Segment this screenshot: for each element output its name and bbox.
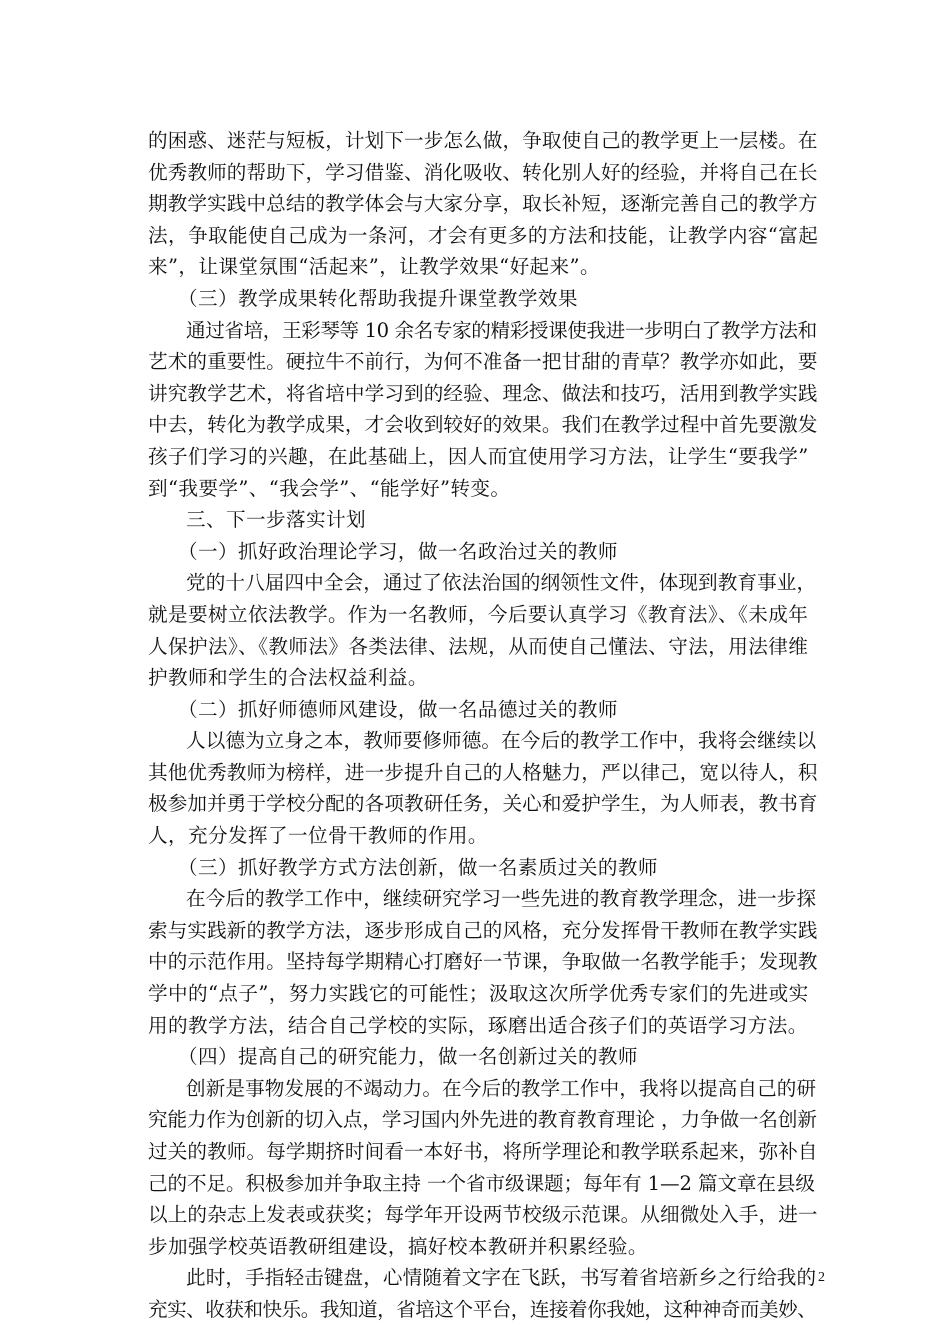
- text-line: 期教学实践中总结的教学体会与大家分享，取长补短，逐渐完善自己的教学方: [148, 192, 818, 216]
- text-line: 其他优秀教师为榜样，进一步提升自己的人格魅力，严以律己，宽以待人，积: [148, 760, 818, 784]
- text-line: 充实、收获和快乐。我知道，省培这个平台，连接着你我她，这种神奇而美妙、: [148, 1297, 817, 1321]
- text-line: 中的示范作用。坚持每学期精心打磨好一节课，争取做一名教学能手；发现教: [148, 950, 818, 974]
- section-heading: （四）提高自己的研究能力，做一名创新过关的教师: [178, 1045, 638, 1069]
- text-line: 人以德为立身之本，教师要修师德。在今后的教学工作中，我将会继续以: [186, 729, 817, 753]
- body-text: [148, 125, 818, 1326]
- text-line: 究能力作为创新的切入点，学习国内外先进的教育教育理论 ，力争做一名创新: [148, 1108, 817, 1132]
- text-line: 此时，手指轻击键盘，心情随着文字在飞跃，书写着省培新乡之行给我的: [186, 1266, 817, 1290]
- text-line: 通过省培，王彩琴等 10 余名专家的精彩授课使我进一步明白了教学方法和: [186, 318, 817, 342]
- text-line: 以上的杂志上发表或获奖；每学年开设两节校级示范课。从细微处入手，进一: [148, 1203, 818, 1227]
- text-line: 步加强学校英语教研组建设，搞好校本教研并积累经验。: [148, 1234, 648, 1258]
- text-line: 来”，让课堂氛围“活起来”，让教学效果“好起来”。: [148, 255, 600, 279]
- text-line: 极参加并勇于学校分配的各项教研任务，关心和爱护学生，为人师表，教书育: [148, 792, 818, 816]
- text-line: 学中的“点子”，努力实践它的可能性；汲取这次所学优秀专家们的先进或实: [148, 982, 809, 1006]
- text-line: 到“我要学”、“我会学”、“能学好”转变。: [148, 476, 511, 500]
- text-line: 创新是事物发展的不竭动力。在今后的教学工作中，我将以提高自己的研: [186, 1076, 817, 1100]
- text-line: 党的十八届四中全会，通过了依法治国的纲领性文件，体现到教育事业，: [186, 571, 817, 595]
- section-heading: （二）抓好师德师风建设，做一名品德过关的教师: [178, 697, 618, 721]
- section-heading: （三）教学成果转化帮助我提升课堂教学效果: [178, 286, 578, 310]
- text-line: 用的教学方法，结合自己学校的实际，琢磨出适合孩子们的英语学习方法。: [148, 1013, 808, 1037]
- text-line: 的困惑、迷茫与短板，计划下一步怎么做，争取使自己的教学更上一层楼。在: [148, 129, 818, 152]
- section-heading: （三）抓好教学方式方法创新，做一名素质过关的教师: [178, 855, 658, 879]
- text-line: 人保护法》、《教师法》各类法律、法规，从而使自己懂法、守法，用法律维: [148, 634, 809, 658]
- text-line: 孩子们学习的兴趣，在此基础上，因人而宜使用学习方法，让学生“要我学”: [148, 444, 809, 468]
- text-line: 就是要树立依法教学。作为一名教师，今后要认真学习《教育法》、《未成年: [148, 602, 809, 626]
- text-line: 在今后的教学工作中，继续研究学习一些先进的教育教学理念，进一步探: [186, 887, 817, 911]
- text-line: 己的不足。积极参加并争取主持 一个省市级课题；每年有 1—2 篇文章在县级: [148, 1171, 815, 1195]
- page-number: 2: [818, 1270, 825, 1285]
- text-line: 人，充分发挥了一位骨干教师的作用。: [148, 824, 488, 848]
- section-heading: （一）抓好政治理论学习，做一名政治过关的教师: [178, 539, 618, 563]
- text-line: 艺术的重要性。硬拉牛不前行，为何不准备一把甘甜的青草？教学亦如此，要: [148, 350, 818, 374]
- section-heading: 三、下一步落实计划: [186, 508, 366, 532]
- text-line: 优秀教师的帮助下，学习借鉴、消化吸收、转化别人好的经验，并将自己在长: [148, 160, 818, 184]
- text-line: 法，争取能使自己成为一条河，才会有更多的方法和技能，让教学内容“富起: [148, 223, 819, 247]
- text-line: 讲究教学艺术，将省培中学习到的经验、理念、做法和技巧，活用到教学实践: [148, 381, 818, 405]
- text-line: 护教师和学生的合法权益利益。: [148, 666, 428, 690]
- text-line: 中去，转化为教学成果，才会收到较好的效果。我们在教学过程中首先要激发: [148, 413, 818, 437]
- text-line: 过关的教师。每学期挤时间看一本好书，将所学理论和教学联系起来，弥补自: [148, 1140, 818, 1163]
- text-line: 索与实践新的教学方法，逐步形成自己的风格，充分发挥骨干教师在教学实践: [148, 918, 818, 942]
